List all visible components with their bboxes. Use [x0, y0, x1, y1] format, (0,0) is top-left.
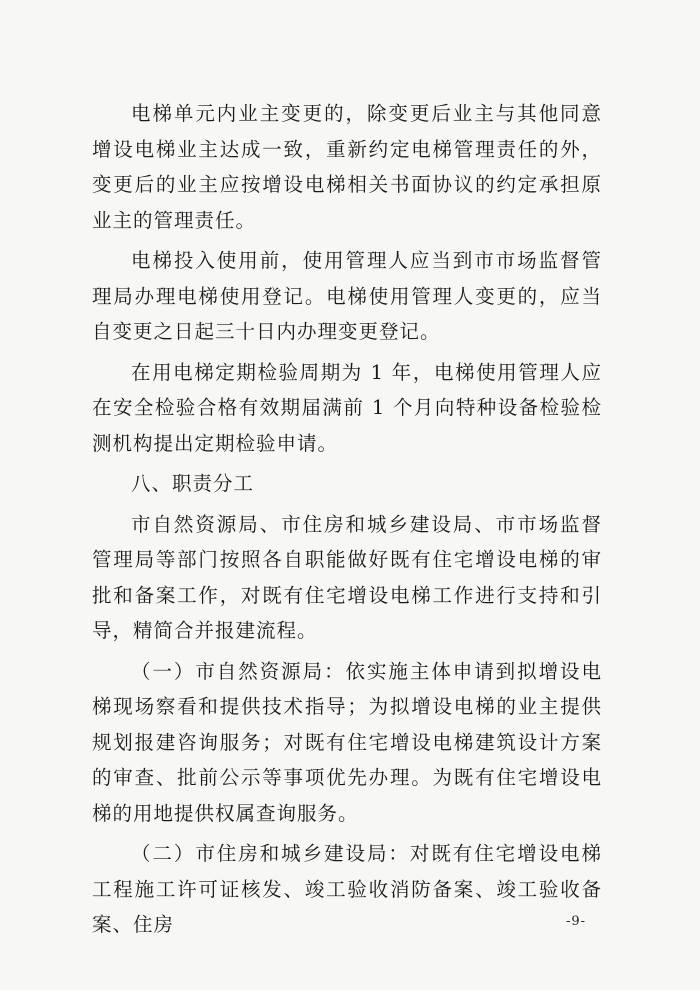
section-heading-responsibilities: 八、职责分工: [131, 472, 255, 495]
paragraph-housing-construction-bureau: （二）市住房和城乡建设局：对既有住宅增设电梯工程施工许可证核发、竣工验收消防备案、竣工验收备案、住房: [92, 842, 602, 936]
page-number: -9-: [566, 914, 587, 929]
paragraph-departments-overview: 市自然资源局、市住房和城乡建设局、市市场监督管理局等部门按照各自职能做好既有住宅增设电梯的审批和备案工作，对既有住宅增设电梯工作进行支持和引导，精简合并报建流程。: [92, 512, 602, 642]
page-content: [92, 96, 602, 943]
paragraph-natural-resources-bureau: （一）市自然资源局：依实施主体申请到拟增设电梯现场察看和提供技术指导；为拟增设电梯的业主提供规划报建咨询服务；对既有住宅增设电梯建筑设计方案的审查、批前公示等事项优先办理。为既有住宅增设电梯的用地提供权属查询服务。: [92, 659, 602, 825]
paragraph-use-registration: 电梯投入使用前，使用管理人应当到市市场监督管理局办理电梯使用登记。电梯使用管理人变更的，应当自变更之日起三十日内办理变更登记。: [92, 249, 602, 343]
paragraph-periodic-inspection: 在用电梯定期检验周期为 1 年，电梯使用管理人应在安全检验合格有效期届满前 1 个月向特种设备检验检测机构提出定期检验申请。: [92, 360, 602, 455]
paragraph-owner-change: 电梯单元内业主变更的，除变更后业主与其他同意增设电梯业主达成一致，重新约定电梯管理责任的外，变更后的业主应按增设电梯相关书面协议的约定承担原业主的管理责任。: [92, 102, 602, 232]
